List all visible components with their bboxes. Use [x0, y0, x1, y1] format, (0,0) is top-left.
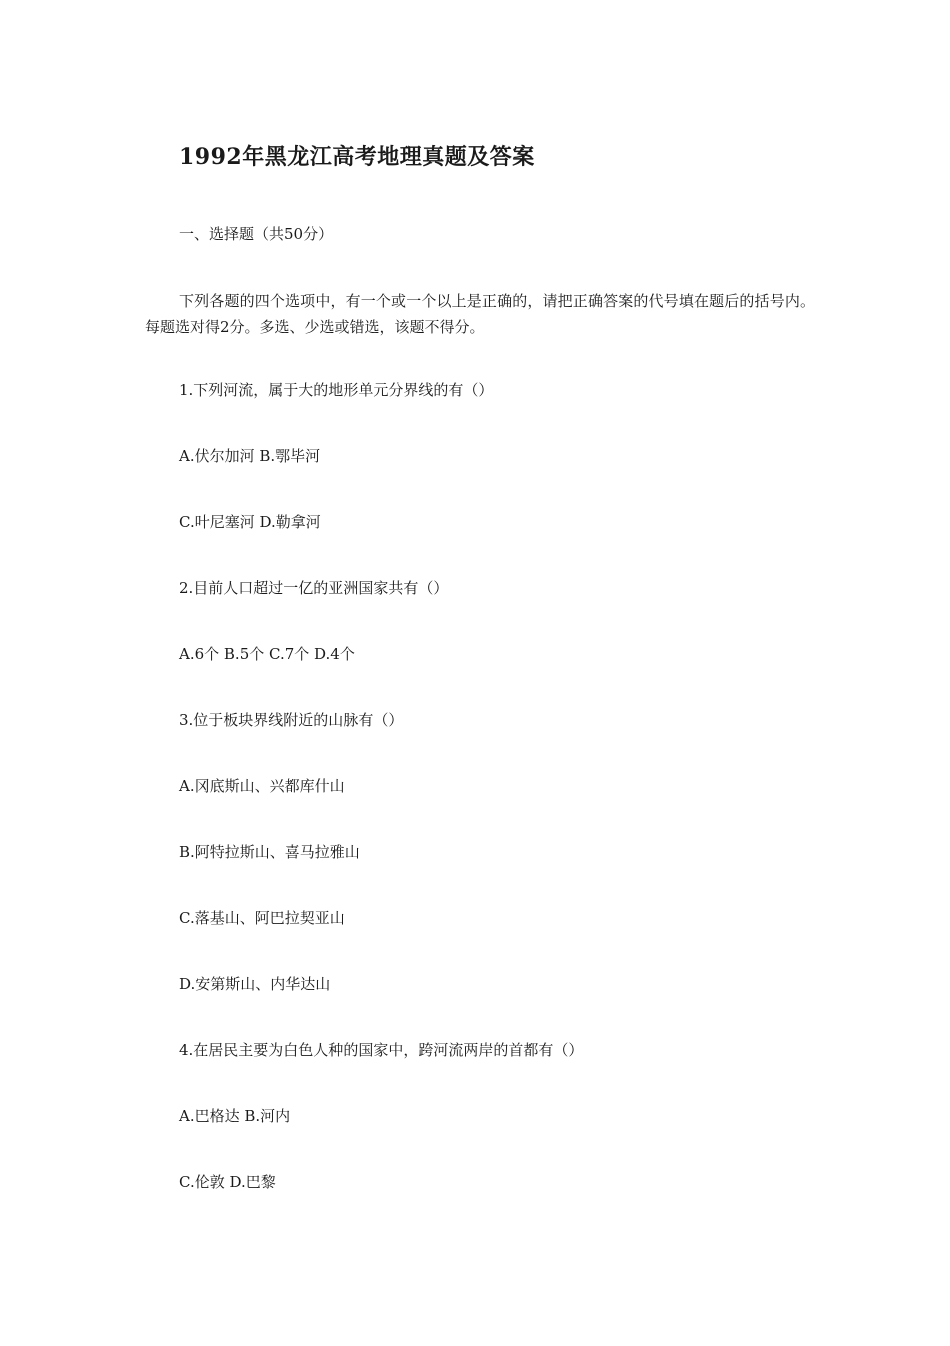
- question-3-option-a: A.冈底斯山、兴都库什山: [179, 777, 345, 795]
- question-4-options-ab: A.巴格达 B.河内: [179, 1107, 291, 1125]
- question-3-option-c: C.落基山、阿巴拉契亚山: [179, 909, 345, 927]
- question-2-options: A.6个 B.5个 C.7个 D.4个: [179, 645, 355, 663]
- question-4-options-cd: C.伦敦 D.巴黎: [179, 1173, 276, 1191]
- instructions-paragraph: 下列各题的四个选项中，有一个或一个以上是正确的，请把正确答案的代号填在题后的括号内。每题选对得2分。多选、少选或错选，该题不得分。: [145, 292, 815, 336]
- question-3-option-b: B.阿特拉斯山、喜马拉雅山: [179, 843, 360, 861]
- question-1-options-ab: A.伏尔加河 B.鄂毕河: [179, 447, 321, 465]
- question-1-options-cd: C.叶尼塞河 D.勒拿河: [179, 513, 321, 531]
- question-2: 2.目前人口超过一亿的亚洲国家共有（）: [179, 579, 449, 597]
- question-1: 1.下列河流，属于大的地形单元分界线的有（）: [179, 381, 494, 399]
- question-4: 4.在居民主要为白色人种的国家中，跨河流两岸的首都有（）: [179, 1041, 584, 1059]
- question-3: 3.位于板块界线附近的山脉有（）: [179, 711, 404, 729]
- section-heading: 一、选择题（共50分）: [179, 225, 334, 243]
- document-title: 1992年黑龙江高考地理真题及答案: [179, 144, 535, 170]
- question-3-option-d: D.安第斯山、内华达山: [179, 975, 331, 993]
